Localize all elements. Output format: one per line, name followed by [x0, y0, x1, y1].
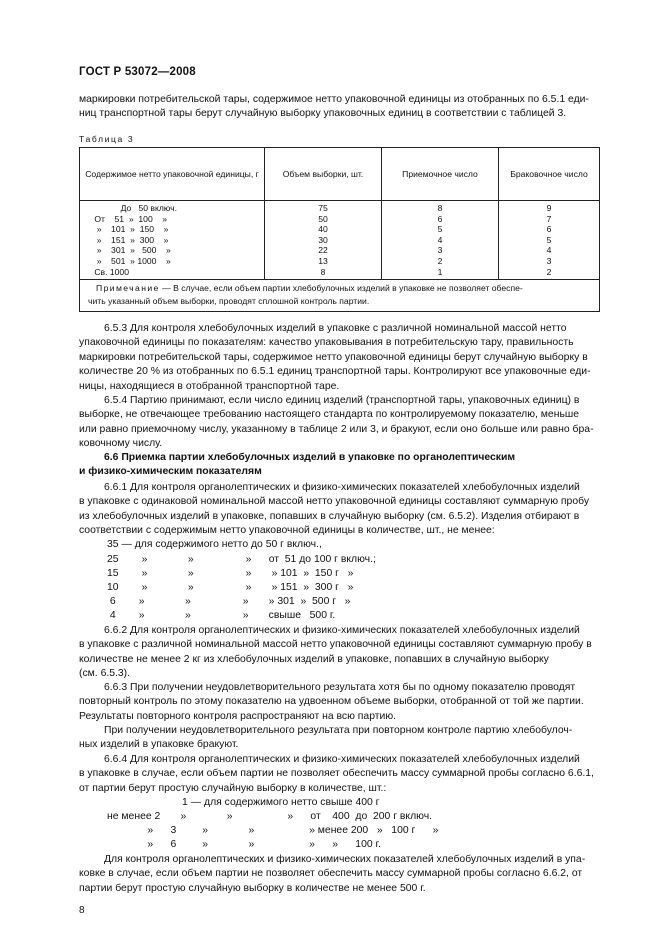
table-cell: 5 [437, 224, 443, 235]
text-line: 6.5.4 Партию принимают, если число единиц изделий (транспортной тары, упаковочных единиц) в [104, 395, 580, 406]
text-line: маркировки потребительской тары, содержимое нетто упаковочной единицы берут случайную выборку в [79, 351, 588, 363]
table-cell: 8 [437, 203, 443, 213]
table-cell: » 501 » 1000 » [80, 255, 171, 266]
heading-line: 6.6 Приемка партии хлебобулочных изделий в упаковке по органолептическим [104, 452, 516, 463]
text-line: 6.6.2 Для контроля органолептических и физико-химических показателей хлебобулочных изделий [104, 625, 580, 636]
paragraph-6-6-3 [79, 681, 599, 724]
table-cell: Св. 1000 [80, 266, 129, 277]
list-item: 15 » » » » 101 » 150 г » [107, 568, 354, 579]
table-note-row [80, 280, 600, 312]
text-line: 6.6.1 Для контроля органолептических и физико-химических показателей хлебобулочных изделий [104, 482, 580, 493]
text-line: партии берут простую случайную выборку в количестве не менее 500 г. [79, 882, 426, 894]
accept-cell [382, 201, 499, 280]
table-cell: 5 [546, 234, 552, 245]
table-cell: 50 [318, 213, 328, 224]
text-line: маркировки потребительской тары, содержимое нетто упаковочной единицы из отобранных по 6.5.1 еди- [79, 94, 589, 105]
table-cell: 40 [318, 224, 328, 235]
table-caption: Таблица 3 [79, 134, 135, 144]
paragraph-6-5-3 [79, 322, 599, 394]
table-cell: 4 [546, 245, 552, 256]
list-item: 4 » » » свыше 500 г. [107, 610, 336, 621]
table-cell: От 51 » 100 » [80, 213, 168, 224]
text-line: в упаковке с различной номинальной массой нетто упаковочной единицы составляют суммарную пробу в [79, 639, 592, 651]
table-cell: 3 [437, 245, 443, 256]
standard-header: ГОСТ Р 53072—2008 [79, 66, 196, 78]
text-line: ниц транспортной тары берут случайную выборку упаковочных единиц в соответствии с таблицей 3. [79, 108, 567, 120]
table-cell: 8 [320, 266, 326, 277]
list-item: » 6 » » » » 100 г. [107, 839, 381, 850]
table-cell: 6 [437, 213, 443, 224]
table-cell: 13 [318, 255, 328, 266]
text-line: Результаты повторного контроля распространяют на всю партию. [79, 710, 396, 722]
table-cell: » 301 » 500 » [80, 245, 171, 256]
text-line: ковочному числу. [79, 438, 163, 450]
reject-cell [499, 201, 600, 280]
list-item: 10 » » » » 151 » 300 г » [107, 582, 354, 593]
table-cell: » 101 » 150 » [80, 224, 169, 235]
text-line: от партии берут простую случайную выборку в количестве, шт.: [79, 782, 387, 794]
note-text: — В случае, если объем партии хлебобулочных изделий в упаковке не позволяет обеспе- [159, 283, 523, 294]
text-line: или равно приемочному числу, указанному в таблице 2 или 3, и бракуют, если оно больше или равно бра- [79, 423, 594, 435]
column-header-sample: Объем выборки, шт. [265, 148, 382, 201]
text-line: соответствии с содержимым нетто упаковочной единицы в количестве, шт., не менее: [79, 525, 495, 537]
list-item: 25 » » » от 51 до 100 г включ.; [107, 554, 376, 565]
table-note [80, 280, 600, 312]
text-line: в упаковке в случае, если объем партии не позволяет обеспечить массу суммарной пробы согласно 6.6.1, [79, 768, 594, 780]
paragraph-6-5-4 [79, 394, 599, 452]
table-cell: 9 [546, 203, 552, 213]
text-line: количестве не менее 2 кг из хлебобулочных изделий в упаковке, попавших в случайную выборку [79, 653, 549, 665]
paragraph-6-6-3-continued [79, 724, 599, 753]
table-cell: 1 [437, 266, 443, 277]
text-line: ковке в случае, если объем партии не позволяет обеспечить массу суммарной пробы согласно 6.6.2, от [79, 868, 583, 880]
table-cell: 75 [318, 203, 328, 213]
section-heading-6-6 [79, 451, 599, 480]
note-label: Примечание [96, 283, 160, 294]
table-cell: 7 [546, 213, 552, 224]
ranges-cell [80, 201, 265, 280]
table-header-row [80, 148, 600, 201]
table-cell: 30 [318, 234, 328, 245]
sample-cell [265, 201, 382, 280]
intro-paragraph [79, 93, 599, 122]
paragraph-6-6-2 [79, 624, 599, 682]
text-line: повторный контроль по этому показателю на удвоенном объеме выборки, отобранной от той же партии. [79, 696, 584, 708]
text-line: При получении неудовлетворительного результата при повторном контроле партию хлебобулоч- [104, 725, 573, 736]
text-line: из хлебобулочных изделий в упаковке, попавших в случайную выборку (см. 6.5.2). Изделия отбирают в [79, 510, 580, 522]
paragraph-6-6-1 [79, 481, 599, 539]
table-cell: 22 [318, 245, 328, 256]
column-header-content: Содержимое нетто упаковочной единицы, г [80, 148, 265, 201]
list-item: 35 — для содержимого нетто до 50 г включ., [107, 539, 322, 550]
text-line: упаковочной единицы по показателям: качество упаковывания в потребительскую тару, правильность [79, 337, 574, 349]
column-header-reject: Браковочное число [499, 148, 600, 201]
note-text: чить указанный объем выборки, проводят сплошной контроль партии. [88, 296, 370, 307]
table-cell: До 50 включ. [80, 203, 177, 213]
text-line: в упаковке с одинаковой номинальной массой нетто упаковочной единицы составляют суммарную пробу [79, 496, 590, 508]
paragraph-6-6-4 [79, 753, 599, 796]
sample-size-table [79, 147, 600, 312]
list-item: 6 » » » » 301 » 500 г » [107, 596, 351, 607]
list-item: не менее 2 » » » от 400 до 200 г включ. [107, 811, 433, 822]
table-cell: 2 [546, 266, 552, 277]
text-line: 6.5.3 Для контроля хлебобулочных изделий в упаковке с различной номинальной массой нетто [104, 323, 567, 334]
paragraph-final [79, 853, 599, 896]
text-line: ных изделий в упаковке бракуют. [79, 739, 239, 751]
text-line: Для контроля органолептических и физико-химических показателей хлебобулочных изделий в упа- [104, 854, 586, 865]
table-cell: 4 [437, 234, 443, 245]
heading-line: и физико-химическим показателям [79, 466, 262, 478]
text-line: выборке, не отвечающее требованию настоящего стандарта по контролируемому показателю, меньше [79, 409, 579, 421]
text-line: 6.6.3 При получении неудовлетворительного результата хотя бы по одному показателю проводят [104, 682, 576, 693]
table-cell: » 151 » 300 » [80, 234, 169, 245]
list-item: 1 — для содержимого нетто свыше 400 г [107, 797, 380, 808]
column-header-accept: Приемочное число [382, 148, 499, 201]
text-line: ницы, находящиеся в отобранной транспортной таре. [79, 380, 340, 392]
text-line: 6.6.4 Для контроля органолептических и физико-химических показателей хлебобулочных изделий [104, 754, 580, 765]
table-cell: 2 [437, 255, 443, 266]
table-cell: 3 [546, 255, 552, 266]
text-line: (см. 6.5.3). [79, 668, 131, 680]
page-number: 8 [79, 905, 85, 916]
list-item: » 3 » » » менее 200 » 100 г » [107, 825, 439, 836]
table-row [80, 201, 600, 280]
text-line: количестве 20 % из отобранных по 6.5.1 единиц транспортной тары. Контролируют все упаковочные еди- [79, 366, 591, 378]
table-cell: 6 [546, 224, 552, 235]
